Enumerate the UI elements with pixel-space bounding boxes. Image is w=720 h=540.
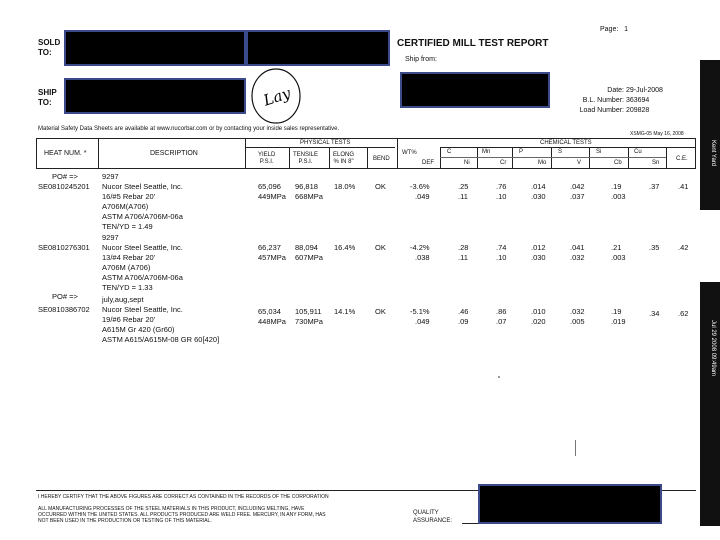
chem-p: .014	[531, 182, 546, 191]
chem-ni: .11	[458, 192, 468, 201]
header-def: DEF	[422, 160, 434, 166]
elongation: 14.1%	[334, 307, 356, 316]
sold-to-label: SOLD TO:	[38, 38, 61, 57]
chem-cb: .019	[611, 317, 626, 326]
tensile-psi: 96,818	[295, 182, 318, 191]
description-line: ASTM A706/A706M-06a	[102, 273, 183, 282]
header-wt: WT%	[402, 150, 417, 156]
chem-cb: .003	[611, 253, 626, 262]
chem-ce: .42	[678, 243, 689, 252]
po-label: PO# =>	[52, 292, 78, 301]
tensile-psi: 105,911	[295, 307, 322, 316]
description-line: A615M Gr 420 (Gr60)	[102, 325, 175, 334]
header-s: S	[558, 149, 563, 155]
chem-cu: .37	[649, 182, 660, 191]
tensile-psi: 88,094	[295, 243, 318, 252]
chem-s: .032	[570, 307, 585, 316]
bend-result: OK	[375, 243, 386, 252]
def-wt: -3.6%	[410, 182, 430, 191]
chem-cb: .003	[611, 192, 626, 201]
def-value: .049	[415, 192, 430, 201]
header-si: Si	[596, 149, 602, 155]
chem-s: .041	[570, 243, 585, 252]
chem-cr: .07	[496, 317, 507, 326]
def-value: .038	[415, 253, 430, 262]
chem-mo: .030	[531, 192, 546, 201]
chem-mo: .030	[531, 253, 546, 262]
chem-cu: .35	[649, 243, 660, 252]
redacted-ship-to	[64, 78, 246, 114]
header-p: P	[519, 149, 524, 155]
header-chemical: CHEMICAL TESTS	[540, 140, 592, 146]
description-line: Nucor Steel Seattle, Inc.	[102, 182, 183, 191]
header-physical: PHYSICAL TESTS	[300, 140, 351, 146]
yield-psi: 65,034	[258, 307, 281, 316]
header-cb: Cb	[614, 160, 622, 166]
ship-from-label: Ship from:	[405, 56, 437, 63]
chem-cr: .10	[496, 253, 507, 262]
header-description: DESCRIPTION	[150, 150, 198, 157]
description-line: Nucor Steel Seattle, Inc.	[102, 243, 183, 252]
heat-number: SE0810386702	[38, 305, 90, 314]
chem-ce: .62	[678, 309, 689, 318]
chem-si: .19	[611, 307, 622, 316]
header-cr: Cr	[500, 160, 507, 166]
def-value: .049	[415, 317, 430, 326]
elongation: 16.4%	[334, 243, 356, 252]
header-v: V	[577, 160, 582, 166]
yield-mpa: 449MPa	[258, 192, 286, 201]
fax-header-bottom: Jul 29 2008 09:49am	[710, 320, 716, 377]
chem-p: .010	[531, 307, 546, 316]
header-mo: Mo	[538, 160, 547, 166]
bend-result: OK	[375, 182, 386, 191]
chem-p: .012	[531, 243, 546, 252]
description-line: A706M (A706)	[102, 263, 151, 272]
description-line: A706M(A706)	[102, 202, 149, 211]
chem-c: .25	[458, 182, 469, 191]
report-meta: Date: 29-Jul-2008 B.L. Number: 363694 Load Number: 209828	[579, 87, 663, 114]
def-wt: -5.1%	[410, 307, 430, 316]
description-line: ASTM A615/A615M-08 GR 60[420]	[102, 335, 220, 344]
chem-v: .037	[570, 192, 585, 201]
description-line: ASTM A706/A706M-06a	[102, 212, 183, 221]
description-line: TEN/YD = 1.33	[102, 283, 153, 292]
chem-mn: .74	[496, 243, 507, 252]
chem-cr: .10	[496, 192, 507, 201]
chem-si: .21	[611, 243, 622, 252]
svg-text:Lay: Lay	[261, 83, 293, 110]
handwritten-initials	[248, 64, 308, 126]
header-yield: YIELD P.S.I.	[258, 152, 276, 165]
description-line: TEN/YD = 1.49	[102, 222, 153, 231]
form-code: XSMG-05 May 16, 2008	[630, 131, 684, 137]
po-value: july,aug,sept	[102, 295, 144, 304]
fax-edge-strip	[700, 282, 720, 526]
header-mn: Mn	[482, 149, 491, 155]
header-sn: Sn	[652, 160, 660, 166]
chem-ni: .09	[458, 317, 469, 326]
redacted-ship-from	[400, 72, 550, 108]
chem-mn: .86	[496, 307, 507, 316]
chem-si: .19	[611, 182, 622, 191]
msds-note: Material Safety Data Sheets are available at www.nucorbar.com or by contacting your inside sales representative.	[38, 126, 340, 132]
redacted-signature	[478, 484, 662, 524]
scan-speck	[498, 376, 500, 378]
heat-number: SE0810276301	[38, 243, 90, 252]
fax-edge-strip	[700, 60, 720, 210]
yield-psi: 65,096	[258, 182, 281, 191]
header-elong: ELONG % IN 8"	[333, 152, 355, 165]
report-title: CERTIFIED MILL TEST REPORT	[397, 38, 549, 49]
bend-result: OK	[375, 307, 386, 316]
chem-mo: .020	[531, 317, 546, 326]
description-line: Nucor Steel Seattle, Inc.	[102, 305, 183, 314]
yield-mpa: 448MPa	[258, 317, 286, 326]
elongation: 18.0%	[334, 182, 356, 191]
chem-ce: .41	[678, 182, 689, 191]
header-ni: Ni	[464, 160, 470, 166]
def-wt: -4.2%	[410, 243, 430, 252]
origin-statement: ALL MANUFACTURING PROCESSES OF THE STEEL MATERIALS IN THIS PRODUCT, INCLUDING MELTING, HAVE OCCURRED WITHIN THE UNITED STATES. ALL PRODUCTS PRODUCED ARE WELD FREE. MERCURY, IN ANY FORM, HAS NOT BEEN USED IN THE PRODUCTION OR TESTING OF THIS MATERIAL.	[38, 506, 326, 524]
page-label: Page: 1	[600, 26, 629, 33]
chem-c: .28	[458, 243, 469, 252]
header-cu: Cu	[634, 149, 642, 155]
ship-to-label: SHIP TO:	[38, 88, 57, 107]
tensile-mpa: 607MPa	[295, 253, 323, 262]
po-value: 9297	[102, 233, 119, 242]
description-line: 16/#5 Rebar 20'	[102, 192, 156, 201]
certification-text: I HEREBY CERTIFY THAT THE ABOVE FIGURES ARE CORRECT AS CONTAINED IN THE RECORDS OF THE CORPORATION	[38, 494, 329, 500]
redacted-sold-to	[64, 30, 246, 66]
po-value: 9297	[102, 172, 119, 181]
description-line: 19/#6 Rebar 20'	[102, 315, 156, 324]
fax-header-top: Kent Yard	[710, 140, 716, 167]
chem-v: .005	[570, 317, 585, 326]
chem-c: .46	[458, 307, 469, 316]
yield-psi: 66,237	[258, 243, 281, 252]
tensile-mpa: 668MPa	[295, 192, 323, 201]
header-bend: BEND	[373, 156, 390, 162]
quality-assurance-label: QUALITY ASSURANCE:	[413, 510, 453, 524]
chem-v: .032	[570, 253, 585, 262]
header-c: C	[447, 149, 452, 155]
tensile-mpa: 730MPa	[295, 317, 323, 326]
chem-cu: .34	[649, 309, 660, 318]
scan-speck	[575, 440, 576, 456]
header-tensile: TENSILE P.S.I.	[293, 152, 319, 165]
chem-mn: .76	[496, 182, 507, 191]
yield-mpa: 457MPa	[258, 253, 286, 262]
chem-ni: .11	[458, 253, 468, 262]
header-ce: C.E.	[676, 156, 688, 162]
po-label: PO# =>	[52, 172, 78, 181]
chem-s: .042	[570, 182, 585, 191]
redacted-sold-to-2	[246, 30, 390, 66]
heat-number: SE0810245201	[38, 182, 90, 191]
description-line: 13/#4 Rebar 20'	[102, 253, 156, 262]
header-heat: HEAT NUM. *	[44, 150, 87, 157]
